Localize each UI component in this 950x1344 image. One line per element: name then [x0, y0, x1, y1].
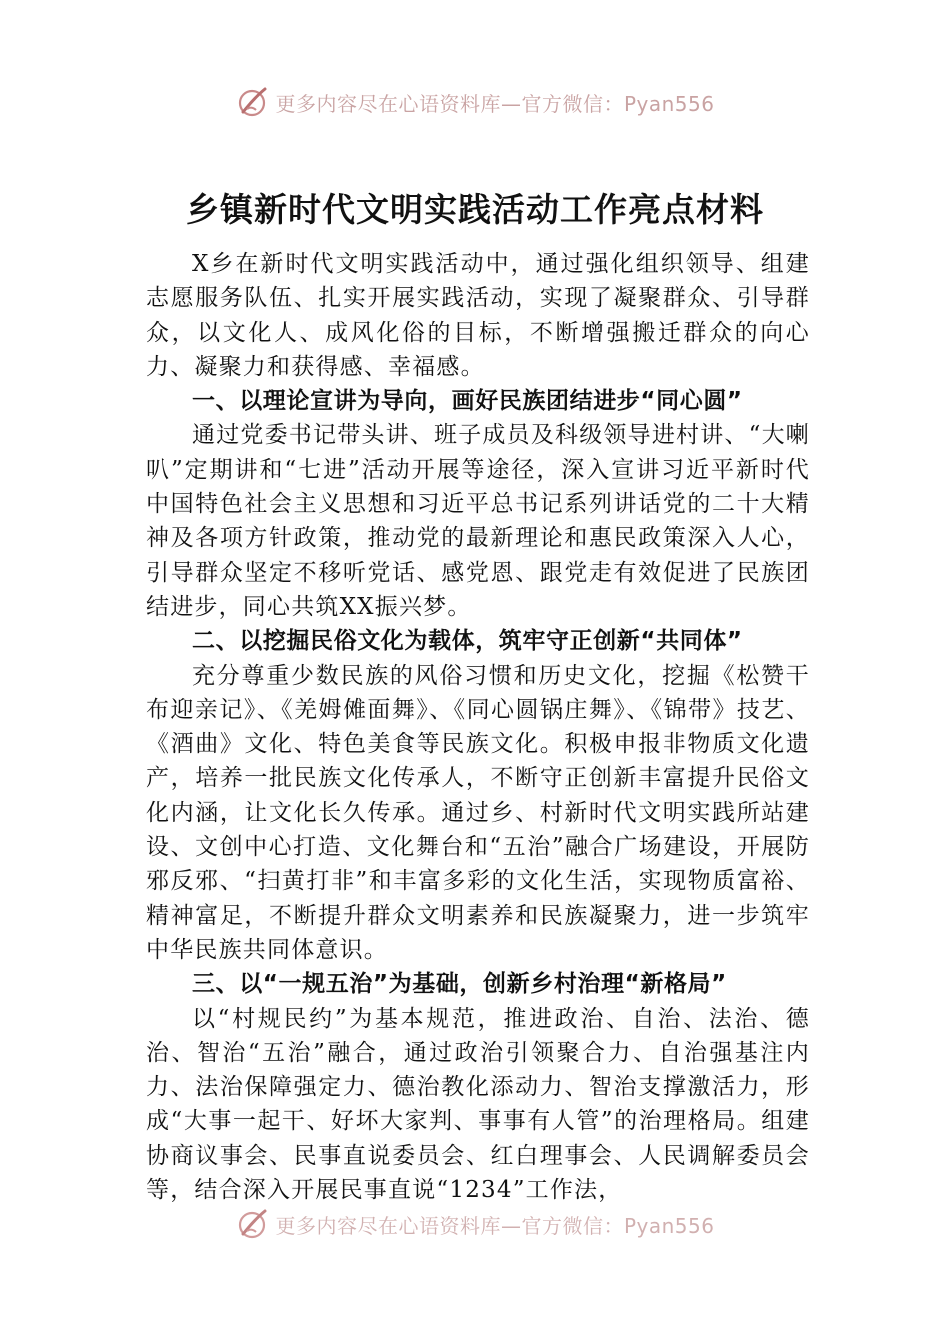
document-title: 乡镇新时代文明实践活动工作亮点材料 — [186, 190, 764, 229]
watermark-text: 更多内容尽在心语资料库—官方微信：Pyan556 — [275, 91, 715, 116]
brush-logo-icon — [235, 85, 269, 119]
section-body-3: 以“村规民约”为基本规范，推进政治、自治、法治、德治、智治“五治”融合，通过政治引领聚合力、自治强基注内力、法治保障强定力、德治教化添动力、智治支撑激活力，形成“大事一起干、好坏大家判、事事有人管”的治理格局。组建协商议事会、民事直说委员会、红白理事会、人民调解委员会等，结合深入开展民事直说“1234”工作法， — [146, 1005, 810, 1204]
section-heading-1: 一、以理论宣讲为导向，画好民族团结进步“同心圆” — [192, 388, 743, 415]
watermark-text: 更多内容尽在心语资料库—官方微信：Pyan556 — [275, 1213, 715, 1238]
section-heading-3: 三、以“一规五治”为基础，创新乡村治理“新格局” — [192, 971, 727, 998]
intro-paragraph: X乡在新时代文明实践活动中，通过强化组织领导、组建志愿服务队伍、扎实开展实践活动，实现了凝聚群众、引导群众，以文化人、成风化俗的目标，不断增强搬迁群众的向心力、凝聚力和获得感、幸福感。 — [146, 251, 810, 380]
brush-logo-icon — [235, 1207, 269, 1241]
section-body-2: 充分尊重少数民族的风俗习惯和历史文化，挖掘《松赞干布迎亲记》、《羌姆傩面舞》、《同心圆锅庄舞》、《锦带》技艺、《酒曲》文化、特色美食等民族文化。积极申报非物质文化遗产，培养一批民族文化传承人，不断守正创新丰富提升民俗文化内涵，让文化长久传承。通过乡、村新时代文明实践所站建设、文创中心打造、文化舞台和“五治”融合广场建设，开展防邪反邪、“扫黄打非”和丰富多彩的文化生活，实现物质富裕、精神富足，不断提升群众文明素养和民族凝聚力，进一步筑牢中华民族共同体意识。 — [146, 662, 810, 963]
document-body — [146, 247, 810, 1207]
section-heading-2: 二、以挖掘民俗文化为载体，筑牢守正创新“共同体” — [192, 628, 743, 655]
watermark-top — [0, 82, 950, 122]
section-body-1: 通过党委书记带头讲、班子成员及科级领导进村讲、“大喇叭”定期讲和“七进”活动开展等途径，深入宣讲习近平新时代中国特色社会主义思想和习近平总书记系列讲话党的二十大精神及各项方针政策，推动党的最新理论和惠民政策深入人心，引导群众坚定不移听党话、感党恩、跟党走有效促进了民族团结进步，同心共筑XX振兴梦。 — [146, 422, 810, 620]
watermark-bottom — [0, 1204, 950, 1244]
